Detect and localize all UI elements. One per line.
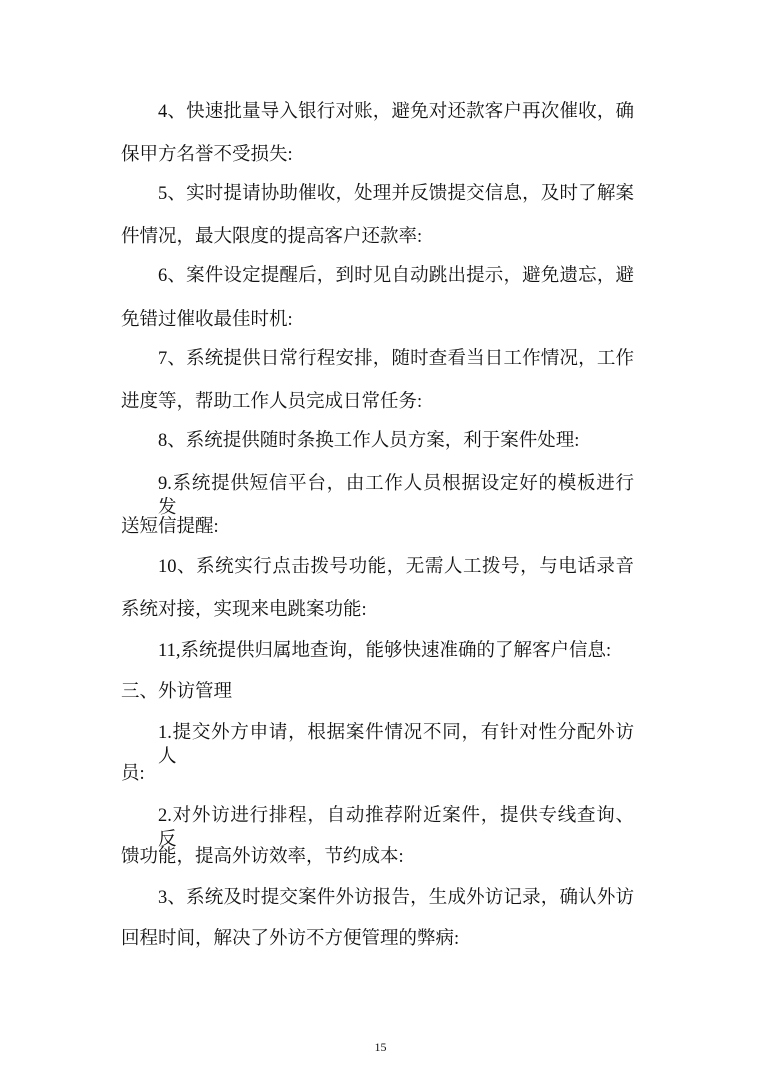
page-number: 15 [374,1040,387,1054]
paragraph-line: 进度等，帮助工作人员完成日常任务: [121,392,423,412]
paragraph-line: 8、系统提供随时条换工作人员方案，利于案件处理: [158,431,580,451]
paragraph-line: 送短信提醒: [121,517,219,537]
paragraph-line: 3、系统及时提交案件外访报告，生成外访记录，确认外访 [158,888,634,908]
paragraph-line: 员: [121,764,145,784]
section-heading: 三、外访管理 [121,682,233,702]
paragraph-line: 2.对外访进行排程，自动推荐附近案件，提供专线查询、反 [158,806,634,850]
paragraph-line: 11,系统提供归属地查询，能够快速准确的了解客户信息: [158,641,612,661]
paragraph-line: 保甲方名誉不受损失: [121,145,293,165]
paragraph-line: 件情况，最大限度的提高客户还款率: [121,227,423,247]
paragraph-line: 系统对接，实现来电跳案功能: [121,600,367,620]
paragraph-line: 回程时间，解决了外访不方便管理的弊病: [121,929,460,949]
paragraph-line: 免错过催收最佳时机: [121,310,293,330]
paragraph-line: 5、实时提请协助催收，处理并反馈提交信息，及时了解案 [158,184,634,204]
paragraph-line: 9.系统提供短信平台，由工作人员根据设定好的模板进行发 [158,474,634,518]
paragraph-line: 7、系统提供日常行程安排，随时查看当日工作情况，工作 [158,349,634,369]
paragraph-line: 10、系统实行点击拨号功能，无需人工拨号，与电话录音 [158,557,634,577]
paragraph-line: 馈功能，提高外访效率，节约成本: [121,847,404,867]
paragraph-line: 6、案件设定提醒后，到时见自动跳出提示，避免遗忘，避 [158,266,634,286]
paragraph-line: 4、快速批量导入银行对账，避免对还款客户再次催收，确 [158,102,634,122]
paragraph-line: 1.提交外方申请，根据案件情况不同，有针对性分配外访人 [158,723,634,767]
